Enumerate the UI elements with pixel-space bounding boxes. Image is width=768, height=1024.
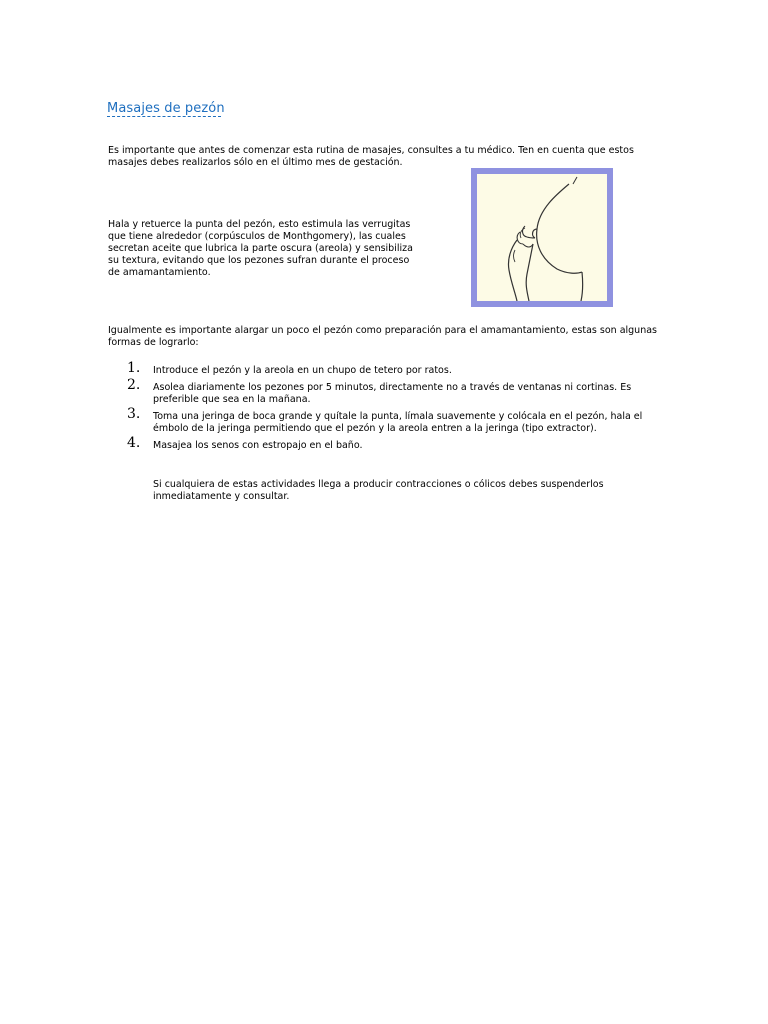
massage-description: Hala y retuerce la punta del pezón, esto estimula las verrugitas que tiene alrededor (corpúsculos de Monthgomery), las cuales secretan aceite que lubrica la parte oscura (areola) y sensibiliza su textura, evitando que los pezones sufran durante el proceso de amamantamiento. — [108, 218, 413, 278]
intro-paragraph: Es importante que antes de comenzar esta rutina de masajes, consultes a tu médico. Ten en cuenta que estos masajes debes realizarlos sólo en el último mes de gestación. — [108, 144, 634, 168]
list-item — [127, 377, 647, 406]
step-number: 3. — [127, 406, 141, 422]
step-text: Asolea diariamente los pezones por 5 minutos, directamente no a través de ventanas ni cortinas. Es preferible que sea en la mañana. — [153, 382, 632, 405]
illustration-background — [477, 174, 607, 301]
warning-note: Si cualquiera de estas actividades llega a producir contracciones o cólicos debes suspenderlos inmediatamente y consultar. — [153, 478, 604, 502]
preparation-paragraph: Igualmente es importante alargar un poco el pezón como preparación para el amamantamiento, estas son algunas formas de lograrlo: — [108, 324, 657, 348]
page-title: Masajes de pezón — [107, 100, 225, 116]
list-item — [127, 406, 647, 435]
step-text: Introduce el pezón y la areola en un chupo de tetero por ratos. — [153, 365, 452, 376]
nipple-massage-illustration — [471, 168, 613, 307]
step-text: Masajea los senos con estropajo en el baño. — [153, 440, 363, 451]
list-item — [127, 360, 647, 377]
step-number: 1. — [127, 360, 141, 376]
hand-massage-drawing — [477, 174, 607, 301]
list-item — [127, 435, 647, 452]
step-number: 2. — [127, 377, 141, 393]
step-text: Toma una jeringa de boca grande y quítale la punta, límala suavemente y colócala en el pezón, hala el émbolo de la jeringa permitiendo que el pezón y la areola entren a la jeringa (tipo extractor). — [153, 411, 643, 434]
title-underline — [107, 116, 221, 117]
preparation-steps-list — [127, 360, 647, 457]
step-number: 4. — [127, 435, 141, 451]
